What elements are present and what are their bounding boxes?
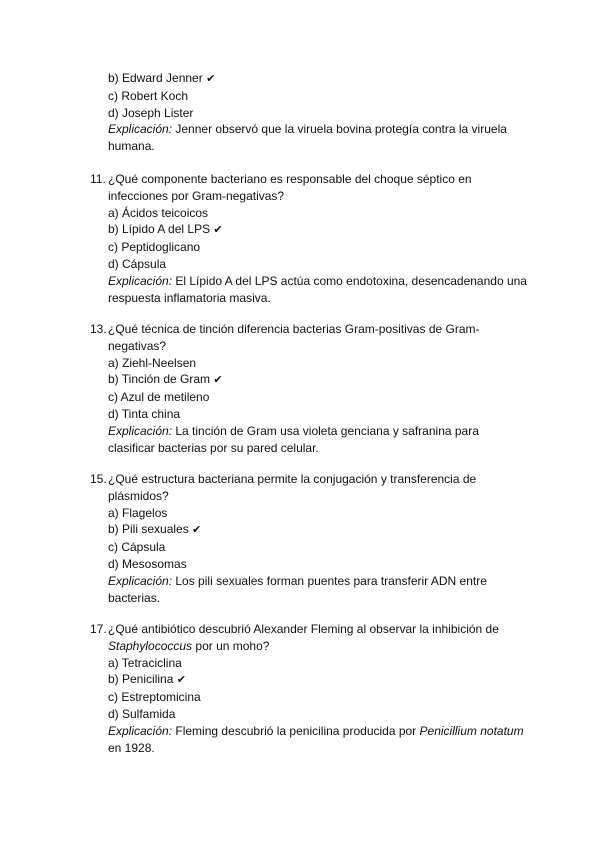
question-15 (90, 471, 528, 606)
option: c) Robert Koch (108, 88, 189, 103)
question-text (90, 171, 528, 205)
question-number: 13. (90, 322, 107, 336)
question-11 (90, 171, 528, 306)
option: c) Cápsula (108, 540, 166, 555)
option: a) Ácidos teicoicos (108, 205, 209, 220)
question-number: 15. (90, 472, 107, 486)
explanation-label: Explicación: (108, 423, 173, 438)
explanation (108, 273, 528, 307)
option-text: b) Edward Jenner (108, 71, 203, 85)
explanation-label: Explicación: (108, 273, 173, 288)
option: d) Joseph Lister (108, 105, 194, 120)
question-10-continuation (108, 70, 528, 155)
option-text: b) Pili sexuales (108, 522, 189, 537)
question-17 (90, 621, 528, 756)
explanation-text: Los pili sexuales forman puentes para transferir ADN entre bacterias. (108, 573, 487, 605)
option (108, 521, 528, 539)
explanation (108, 121, 528, 155)
correct-check-icon: ✔ (213, 224, 223, 237)
option (108, 70, 528, 88)
option: d) Tinta china (108, 406, 181, 421)
question-text (90, 471, 528, 505)
question-stem: ¿Qué componente bacteriano es responsable del choque séptico en infecciones por Gram-negativas? (108, 172, 472, 203)
correct-check-icon: ✔ (213, 374, 223, 387)
explanation-text: El Lípido A del LPS actúa como endotoxina, desencadenando una respuesta inflamatoria masiva. (108, 273, 527, 305)
option: a) Ziehl-Neelsen (108, 355, 197, 370)
option: d) Cápsula (108, 256, 167, 271)
question-13 (90, 321, 528, 456)
question-stem: ¿Qué estructura bacteriana permite la conjugación y transferencia de plásmidos? (108, 472, 477, 503)
question-number: 11. (90, 172, 106, 186)
explanation-text: La tinción de Gram usa violeta genciana y safranina para clasificar bacterias por su pared celular. (108, 423, 479, 455)
explanation-text: Fleming descubrió la penicilina producida por (175, 723, 417, 738)
option: c) Azul de metileno (108, 390, 210, 405)
option: c) Estreptomicina (108, 690, 201, 705)
question-stem: ¿Qué antibiótico descubrió Alexander Fleming al observar la inhibición de (108, 622, 499, 636)
option: c) Peptidoglicano (108, 240, 201, 255)
explanation-label: Explicación: (108, 573, 173, 588)
option-text: b) Tinción de Gram (108, 372, 211, 387)
explanation (108, 423, 528, 457)
option: a) Tetraciclina (108, 655, 182, 670)
correct-check-icon: ✔ (176, 674, 186, 687)
option-text: b) Lípido A del LPS (108, 222, 211, 237)
question-number: 17. (90, 622, 107, 636)
explanation-label: Explicación: (108, 122, 173, 137)
question-stem: ¿Qué técnica de tinción diferencia bacterias Gram-positivas de Gram-negativas? (108, 322, 480, 353)
option (108, 671, 528, 689)
question-text (90, 321, 528, 355)
correct-check-icon: ✔ (192, 524, 202, 537)
organism-name: Staphylococcus (108, 638, 193, 653)
option: d) Mesosomas (108, 556, 187, 571)
explanation-label: Explicación: (108, 723, 173, 738)
option-text: b) Penicilina (108, 672, 174, 687)
organism-name: Penicillium notatum (419, 723, 524, 738)
option: a) Flagelos (108, 505, 168, 520)
question-text (90, 621, 528, 655)
correct-check-icon: ✔ (206, 73, 216, 85)
explanation-text: Jenner observó que la viruela bovina protegía contra la viruela humana. (108, 122, 507, 154)
option (108, 221, 528, 239)
explanation (108, 723, 528, 757)
explanation-text-end: en 1928. (108, 740, 155, 755)
option (108, 371, 528, 389)
explanation (108, 573, 528, 607)
option: d) Sulfamida (108, 706, 176, 721)
question-stem-end: por un moho? (195, 638, 270, 653)
